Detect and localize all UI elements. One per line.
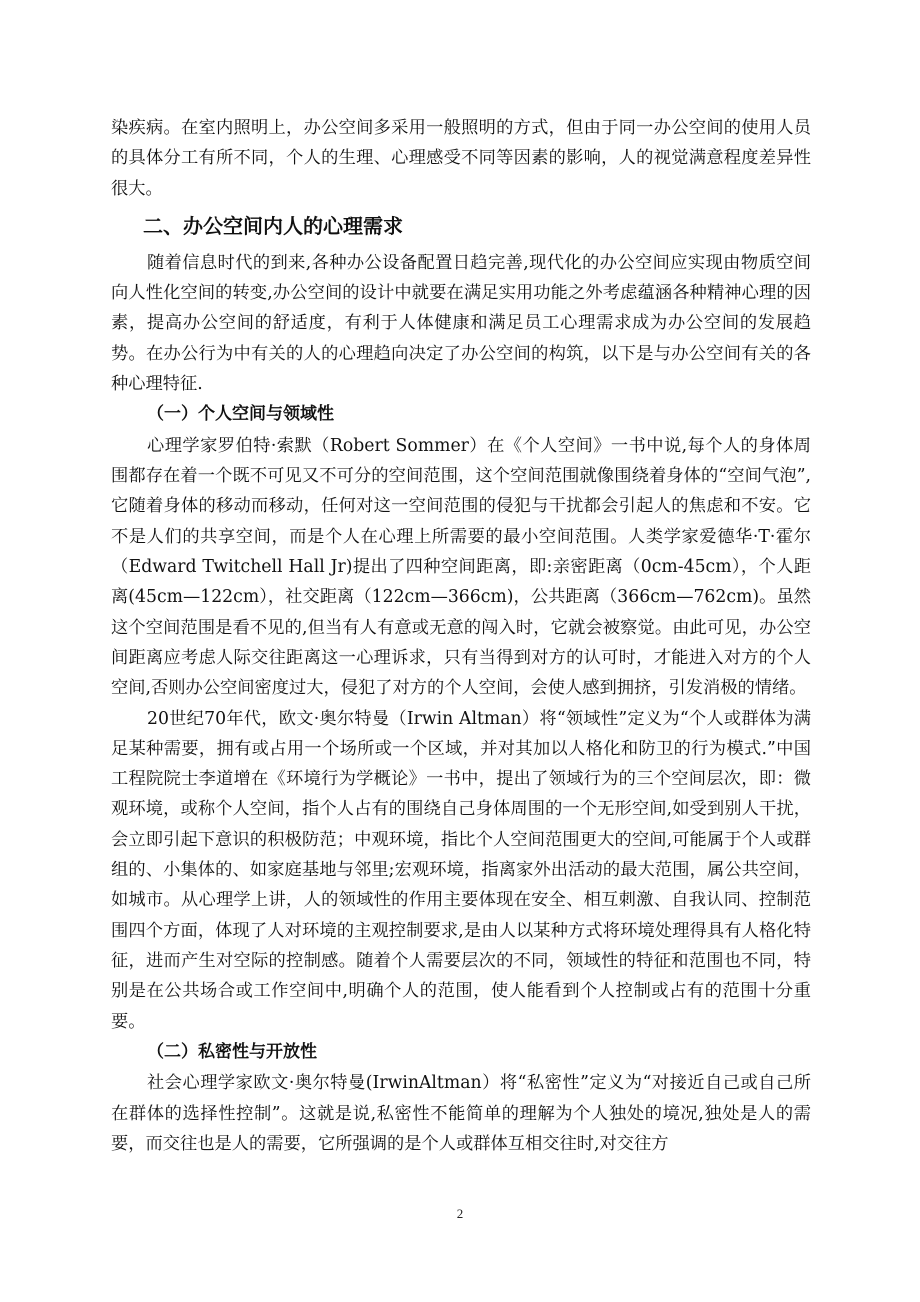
section-heading-psychological-needs: 二、办公空间内人的心理需求 — [143, 213, 403, 238]
paragraph-territoriality: 20世纪70年代，欧文·奥尔特曼（Irwin Altman）将“领域性”定义为“个人或群体为满足某种需要，拥有或占用一个场所或一个区域，并对其加以人格化和防卫的行为模式.”中国工程院院士李道增在《环境行为学概论》一书中，提出了领域行为的三个空间层次，即：微观环境，或称个人空间，指个人占有的围绕自己身体周围的一个无形空间,如受到别人干扰，会立即引起下意识的积极防范；中观环境，指比个人空间范围更大的空间,可能属于个人或群组的、小集体的、如家庭基地与邻里;宏观环境，指离家外出活动的最大范围，属公共空间，如城市。从心理学上讲，人的领域性的作用主要体现在安全、相互刺激、自我认同、控制范围四个方面，体现了人对环境的主观控制要求,是由人以某种方式将环境处理得具有人格化特征，进而产生对空际的控制感。随着个人需要层次的不同，领域性的特征和范围也不同，特别是在公共场合或工作空间中,明确个人的范围，使人能看到个人控制或占有的范围十分重要。 — [111, 708, 811, 1032]
page-number: 2 — [456, 1206, 464, 1221]
paragraph-personal-space: 心理学家罗伯特·索默（Robert Sommer）在《个人空间》一书中说,每个人的身体周围都存在着一个既不可见又不可分的空间范围，这个空间范围就像围绕着身体的“空间气泡”,它随着身体的移动而移动，任何对这一空间范围的侵犯与干扰都会引起人的焦虑和不安。它不是人们的共享空间，而是个人在心理上所需要的最小空间范围。人类学家爱德华·T·霍尔（Edward Twitchell Hall Jr)提出了四种空间距离，即:亲密距离（0cm-45cm），个人距离(45cm—122cm），社交距离（122cm—366cm)，公共距离（366cm—762cm)。虽然这个空间范围是看不见的,但当有人有意或无意的闯入时，它就会被察觉。由此可见，办公空间距离应考虑人际交往距离这一心理诉求，只有当得到对方的认可时，才能进入对方的个人空间,否则办公空间密度过大，侵犯了对方的个人空间，会使人感到拥挤，引发消极的情绪。 — [111, 435, 811, 699]
subheading-personal-space: （一）个人空间与领域性 — [147, 404, 334, 425]
paragraph-privacy: 社会心理学家欧文·奥尔特曼(IrwinAltman）将“私密性”定义为“对接近自己或自己所在群体的选择性控制”。这就是说,私密性不能简单的理解为个人独处的境况,独处是人的需要，而交往也是人的需要，它所强调的是个人或群体互相交往时,对交往方 — [111, 1073, 811, 1154]
paragraph-information-age: 随着信息时代的到来,各种办公设备配置日趋完善,现代化的办公空间应实现由物质空间向人性化空间的转变,办公空间的设计中就要在满足实用功能之外考虑蕴涵各种精神心理的因素，提高办公空间的舒适度，有利于人体健康和满足员工心理需求成为办公空间的发展趋势。在办公行为中有关的人的心理趋向决定了办公空间的构筑，以下是与办公空间有关的各种心理特征. — [111, 252, 811, 395]
page-content — [111, 113, 811, 1159]
paragraph-lighting-continuation: 染疾病。在室内照明上，办公空间多采用一般照明的方式，但由于同一办公空间的使用人员的具体分工有所不同，个人的生理、心理感受不同等因素的影响，人的视觉满意程度差异性很大。 — [111, 118, 811, 199]
subheading-privacy-openness: （二）私密性与开放性 — [147, 1041, 317, 1062]
